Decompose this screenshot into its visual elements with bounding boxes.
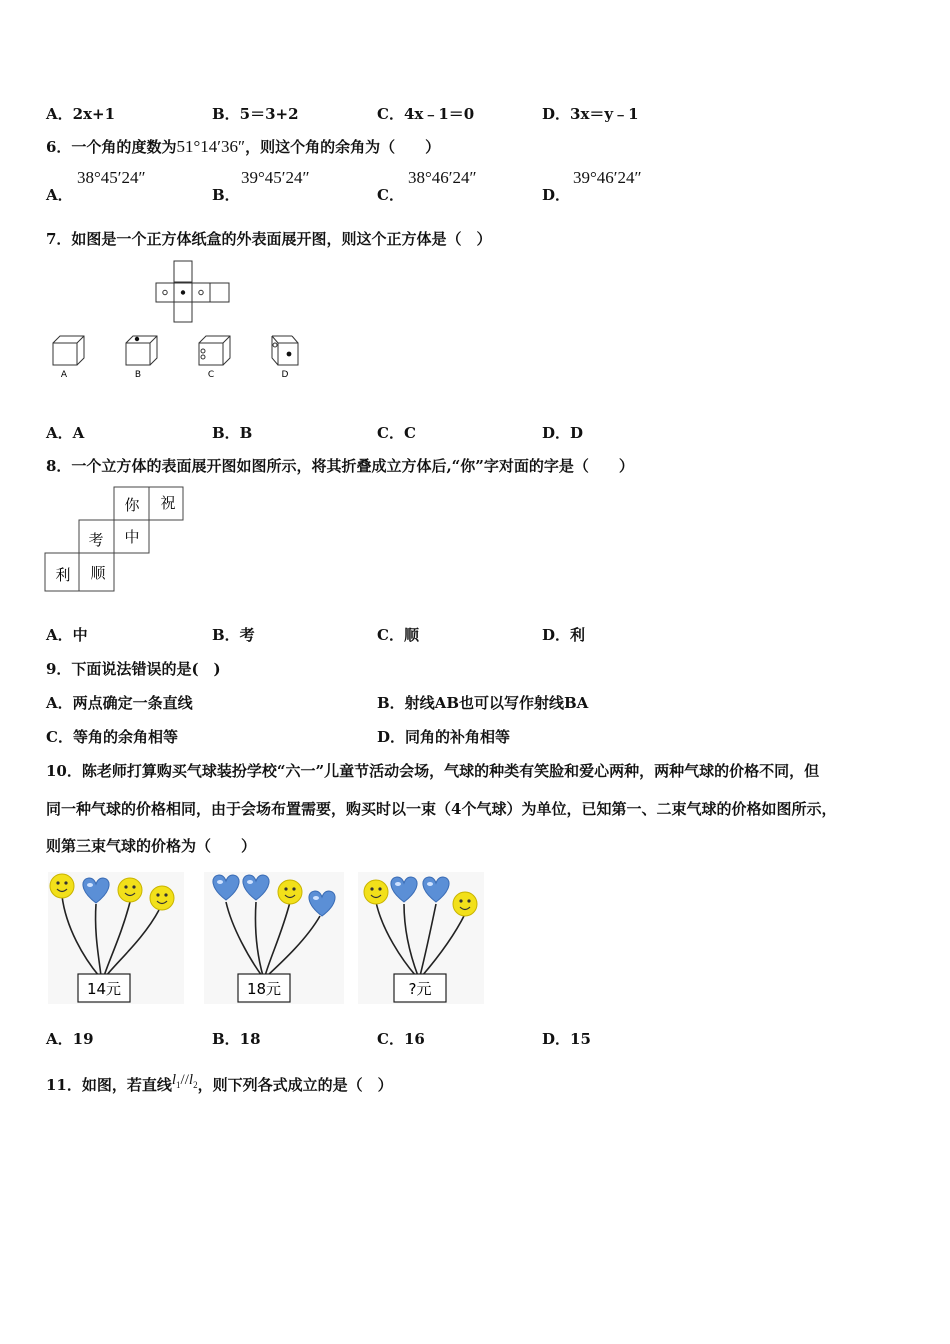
- q7-net-hollow-dot-2: [199, 290, 203, 294]
- q6-stem-post: ，则这个角的余角为（ ）: [245, 138, 441, 156]
- q10-stem-line-3: 则第三束气球的价格为（ ）: [46, 837, 257, 855]
- q6-option-b-letter: B．: [212, 186, 240, 204]
- q8-stem: 8．一个立方体的表面展开图如图所示，将其折叠成立方体后,“你”字对面的字是（ ）: [46, 457, 634, 475]
- q10-bunch-3: [358, 872, 484, 1004]
- q7-cube-d-dot-1: [273, 343, 277, 347]
- q11-parallel: //: [180, 1072, 189, 1088]
- q9-option-b: B．射线AB也可以写作射线BA: [377, 694, 589, 712]
- q6-stem: [46, 136, 440, 157]
- q7-cube-options-figure: [44, 332, 314, 382]
- q11-l1-sub: 1: [176, 1080, 181, 1090]
- q8-option-c: C．顺: [377, 626, 419, 644]
- q7-option-d: D．D: [542, 424, 584, 442]
- q10-bunch-3-smiley-2: [453, 892, 477, 916]
- q8-net-char-zhong: 中: [124, 528, 140, 546]
- q7-cube-b-dot: [135, 337, 139, 341]
- q6-option-c-value: 38°46′24″: [408, 168, 477, 187]
- q6-option-c-letter: C．: [377, 186, 404, 204]
- q7-cube-net-figure: [150, 260, 240, 326]
- q8-option-d: D．利: [542, 626, 586, 644]
- q11-stem-pre: 11．如图，若直线: [46, 1076, 172, 1094]
- q7-net-face-1: [156, 283, 174, 302]
- q7-cube-c-dot-2: [201, 355, 205, 359]
- q10-option-a: A．19: [46, 1030, 94, 1048]
- q8-net-char-shun: 顺: [90, 564, 106, 582]
- q6-option-d-letter: D．: [542, 186, 571, 204]
- q6-option-d-value: 39°46′24″: [573, 168, 642, 187]
- q11-l2: l: [188, 1072, 194, 1088]
- q8-net-char-kao: 考: [88, 531, 104, 549]
- q6-option-a-value: 38°45′24″: [77, 168, 146, 187]
- q11-parallel-expression: [172, 1072, 198, 1088]
- q7-cube-d: [272, 336, 298, 365]
- q5-option-d: D．3x＝y﹣1: [542, 105, 639, 123]
- q11-stem: [46, 1074, 393, 1096]
- q11-l2-sub: 2: [193, 1080, 198, 1090]
- q9-stem: 9．下面说法错误的是( ): [46, 660, 221, 678]
- q10-option-b: B．18: [212, 1030, 261, 1048]
- q7-cube-c: [199, 336, 230, 365]
- q8-option-b: B．考: [212, 626, 255, 644]
- q10-bunch-2: [204, 872, 344, 1004]
- q9-option-c: C．等角的余角相等: [46, 728, 178, 746]
- q7-cube-label-c: C: [207, 370, 215, 380]
- q6-angle: 51°14′36″: [176, 137, 246, 156]
- q10-stem-line-2: 同一种气球的价格相同，由于会场布置需要，购买时以一束（4个气球）为单位，已知第一、二束气球的价格如图所示，: [46, 800, 837, 818]
- q8-cube-net-figure: [44, 486, 189, 596]
- q7-net-solid-dot: [181, 290, 185, 294]
- q8-option-a: A．中: [46, 626, 88, 644]
- q9-option-a: A．两点确定一条直线: [46, 694, 193, 712]
- q8-net-char-li: 利: [55, 566, 71, 584]
- q5-option-b: B．5＝3+2: [212, 105, 299, 123]
- q10-stem-line-1: 10．陈老师打算购买气球装扮学校“六一”儿童节活动会场，气球的种类有笑脸和爱心两种，两种气球的价格不同，但: [46, 762, 820, 780]
- q11-l1: l: [171, 1072, 177, 1088]
- q10-balloon-figure: [44, 868, 489, 1010]
- q7-cube-label-a: A: [60, 370, 68, 380]
- q7-option-a: A．A: [46, 424, 85, 442]
- q8-net-char-zhu: 祝: [160, 494, 176, 512]
- q5-option-a: A．2x+1: [46, 105, 116, 123]
- q6-option-a-letter: A．: [46, 186, 73, 204]
- q7-net-hollow-dot-1: [163, 290, 167, 294]
- q7-net-bottom-face: [174, 302, 192, 322]
- q7-net-top-face: [174, 261, 192, 282]
- q10-bunch-1-smiley-3: [150, 886, 174, 910]
- q7-cube-a: [53, 336, 84, 365]
- q7-cube-label-b: B: [134, 370, 142, 380]
- q10-bunch-1-price: 14元: [86, 980, 122, 998]
- q10-bunch-3-smiley-1: [364, 880, 388, 904]
- q5-option-c: C．4x﹣1＝0: [377, 105, 475, 123]
- q10-option-d: D．15: [542, 1030, 591, 1048]
- q7-cube-b: [126, 336, 157, 365]
- q8-net-char-ni: 你: [124, 496, 140, 514]
- q11-stem-post: ，则下列各式成立的是（ ）: [197, 1076, 393, 1094]
- q10-bunch-2-smiley: [278, 880, 302, 904]
- q10-option-c: C．16: [377, 1030, 425, 1048]
- q7-cube-label-d: D: [281, 370, 289, 380]
- q7-cube-d-dot-2: [287, 352, 292, 357]
- q6-stem-pre: 6．一个角的度数为: [46, 138, 177, 156]
- q6-option-b-value: 39°45′24″: [241, 168, 310, 187]
- q10-bunch-1: [48, 872, 184, 1004]
- q7-stem: 7．如图是一个正方体纸盒的外表面展开图，则这个正方体是（ ）: [46, 230, 492, 248]
- q9-option-d: D．同角的补角相等: [377, 728, 511, 746]
- q10-bunch-2-price: 18元: [246, 980, 282, 998]
- q7-net-face-4: [210, 283, 229, 302]
- q7-option-c: C．C: [377, 424, 416, 442]
- q10-bunch-3-price: ?元: [408, 980, 432, 998]
- q10-bunch-1-smiley-2: [118, 878, 142, 902]
- q7-cube-c-dot-1: [201, 349, 205, 353]
- q7-option-b: B．B: [212, 424, 253, 442]
- q10-bunch-1-smiley-1: [50, 874, 74, 898]
- q7-net-face-3: [192, 283, 210, 302]
